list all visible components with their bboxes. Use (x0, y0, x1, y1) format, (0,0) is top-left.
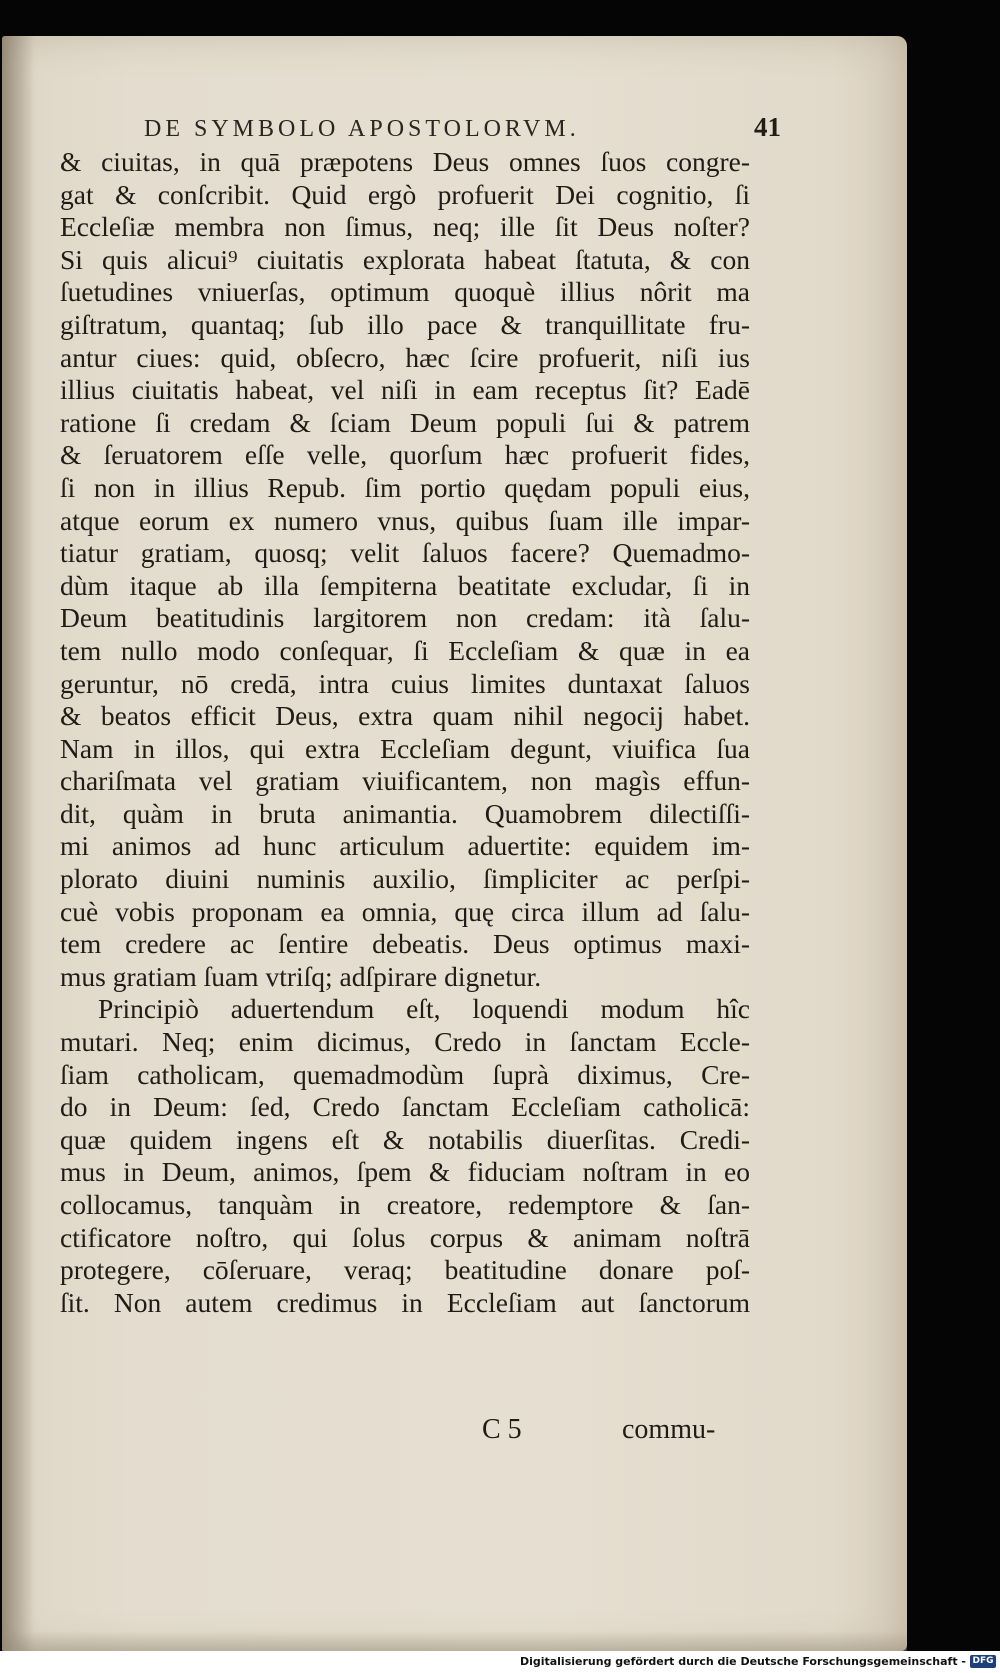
text-line: protegere, cōſeruare, veraq; beatitudine donare poſ- (60, 1254, 750, 1286)
page-number: 41 (754, 112, 781, 142)
catchword: commu- (622, 1414, 716, 1445)
text-line: tem credere ac ſentire debeatis. Deus optimus maxi- (60, 928, 750, 960)
funding-credit: Digitalisierung gefördert durch die Deutsche Forschungsgemeinschaft - (519, 1655, 966, 1668)
text-line: ctificatore noſtro, qui ſolus corpus & animam noſtrā (60, 1221, 750, 1253)
text-line: mus gratiam ſuam vtriſq; adſpirare dignetur. (60, 960, 542, 992)
text-line: ſit. Non autem credimus in Eccleſiam aut ſanctorum (60, 1286, 750, 1318)
gutter-shadow (2, 36, 34, 1651)
text-line: & ſeruatorem eſſe velle, quorſum hæc profuerit fides, (60, 439, 750, 471)
dfg-logo: DFG (970, 1655, 996, 1668)
text-line: mutari. Neq; enim dicimus, Credo in ſanctam Eccle- (60, 1026, 750, 1058)
text-line: ratione ſi credam & ſciam Deum populi ſui & patrem (60, 406, 750, 438)
text-line: cuè vobis proponam ea omnia, quę circa illum ad ſalu- (60, 895, 750, 927)
text-line: atque eorum ex numero vnus, quibus ſuam ille impar- (60, 504, 750, 536)
text-line: Si quis alicui⁹ ciuitatis explorata habeat ſtatuta, & con (60, 243, 750, 275)
text-line: & beatos efficit Deus, extra quam nihil negocij habet. (60, 700, 750, 732)
text-line: & ciuitas, in quā præpotens Deus omnes ſuos congre- (60, 146, 750, 177)
text-line: Eccleſiæ membra non ſimus, neq; ille ſit Deus noſter? (60, 211, 750, 243)
page-bottom-edge (2, 1631, 907, 1651)
footer-bar (0, 1651, 1000, 1673)
text-line: quæ quidem ingens eſt & notabilis diuerſitas. Credi- (60, 1123, 750, 1155)
text-line: ſi non in illius Repub. ſim portio quędam populi eius, (60, 471, 750, 503)
text-line: tiatur gratiam, quosq; velit ſaluos facere? Quemadmo- (60, 537, 750, 569)
text-line: giſtratum, quantaq; ſub illo pace & tranquillitate fru- (60, 308, 750, 340)
body-text (60, 146, 750, 1319)
text-line: Nam in illos, qui extra Eccleſiam degunt, viuifica ſua (60, 732, 750, 764)
text-line: mus in Deum, animos, ſpem & fiduciam noſtram in eo (60, 1156, 750, 1188)
text-line: dit, quàm in bruta animantia. Quamobrem dilectiſſi- (60, 797, 750, 829)
text-line: ſiam catholicam, quemadmodùm ſuprà diximus, Cre- (60, 1058, 750, 1090)
text-line: Deum beatitudinis largitorem non credam: ità ſalu- (60, 602, 750, 634)
text-line: collocamus, tanquàm in creatore, redemptore & ſan- (60, 1189, 750, 1220)
text-line: plorato diuini numinis auxilio, ſimpliciter ac perſpi- (60, 863, 750, 895)
catchline (2, 1414, 1000, 1448)
signature-mark: C 5 (482, 1414, 522, 1445)
text-line: mi animos ad hunc articulum aduertite: equidem im- (60, 830, 750, 862)
text-line: geruntur, nō credā, intra cuius limites duntaxat ſaluos (60, 667, 750, 699)
text-line: dùm itaque ab illa ſempiterna beatitate excludar, ſi in (60, 569, 750, 601)
text-line: tem nullo modo conſequar, ſi Eccleſiam & quæ in ea (60, 634, 750, 666)
text-line: gat & conſcribit. Quid ergò profuerit Dei cognitio, ſi (60, 178, 750, 210)
text-line: ſuetudines vniuerſas, optimum quoquè illius nôrit ma (60, 276, 750, 308)
text-line: do in Deum: ſed, Credo ſanctam Eccleſiam catholicā: (60, 1091, 750, 1123)
text-line: antur ciues: quid, obſecro, hæc ſcire profuerit, niſi ius (60, 341, 750, 373)
book-page (2, 36, 907, 1651)
text-line: illius ciuitatis habeat, vel niſi in eam receptus ſit? Eadē (60, 374, 750, 406)
running-head: DE SYMBOLO APOSTOLORVM. (144, 116, 580, 142)
text-line: chariſmata vel gratiam viuificantem, non magìs effun- (60, 765, 750, 797)
paragraph-first-line: Principiò aduertendum eſt, loquendi modum hîc (98, 993, 750, 1025)
